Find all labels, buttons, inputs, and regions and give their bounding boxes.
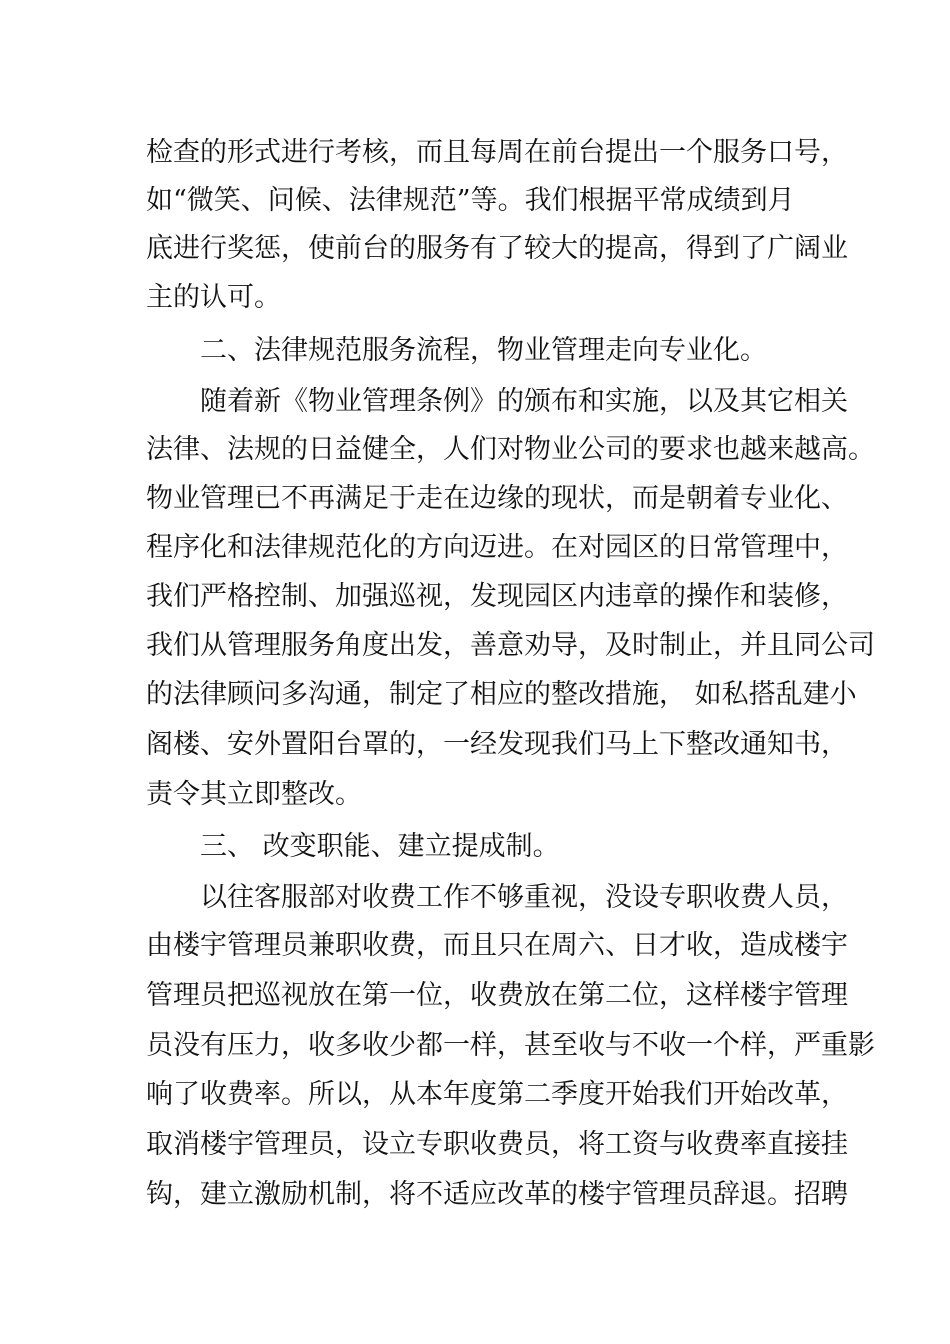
text-line-11: 我们从管理服务角度出发，善意劝导，及时制止，并且同公司	[146, 630, 875, 661]
text-line-22: 钩，建立激励机制，将不适应改革的楼宇管理员辞退。招聘	[146, 1179, 848, 1210]
text-line-1: 检查的形式进行考核，而且每周在前台提出一个服务口号，	[146, 137, 848, 168]
text-line-6: 随着新《物业管理条例》的颁布和实施，以及其它相关	[200, 386, 848, 417]
text-line-17: 由楼宇管理员兼职收费，而且只在周六、日才收，造成楼宇	[146, 930, 848, 961]
text-line-14: 责令其立即整改。	[146, 779, 362, 810]
text-line-16: 以往客服部对收费工作不够重视，没设专职收费人员，	[200, 882, 848, 913]
text-line-12: 的法律顾问多沟通，制定了相应的整改措施， 如私搭乱建小	[146, 679, 857, 710]
text-line-20: 响了收费率。所以，从本年度第二季度开始我们开始改革，	[146, 1079, 848, 1110]
text-line-7: 法律、法规的日益健全，人们对物业公司的要求也越来越高。	[146, 434, 875, 465]
text-line-19: 员没有压力，收多收少都一样，甚至收与不收一个样，严重影	[146, 1030, 875, 1061]
text-line-13: 阁楼、安外置阳台罩的，一经发现我们马上下整改通知书，	[146, 729, 848, 760]
text-line-2: 如“微笑、问候、法律规范”等。我们根据平常成绩到月	[146, 185, 795, 216]
text-line-8: 物业管理已不再满足于走在边缘的现状，而是朝着专业化、	[146, 483, 848, 514]
section-heading-3: 三、 改变职能、建立提成制。	[200, 831, 560, 862]
text-line-10: 我们严格控制、加强巡视，发现园区内违章的操作和装修，	[146, 581, 848, 612]
text-line-9: 程序化和法律规范化的方向迈进。在对园区的日常管理中，	[146, 532, 848, 563]
section-heading-2: 二、法律规范服务流程，物业管理走向专业化。	[200, 335, 767, 366]
text-line-4: 主的认可。	[146, 282, 281, 313]
text-line-18: 管理员把巡视放在第一位，收费放在第二位，这样楼宇管理	[146, 980, 848, 1011]
text-line-21: 取消楼宇管理员，设立专职收费员，将工资与收费率直接挂	[146, 1129, 848, 1160]
text-line-3: 底进行奖惩，使前台的服务有了较大的提高，得到了广阔业	[146, 233, 848, 264]
